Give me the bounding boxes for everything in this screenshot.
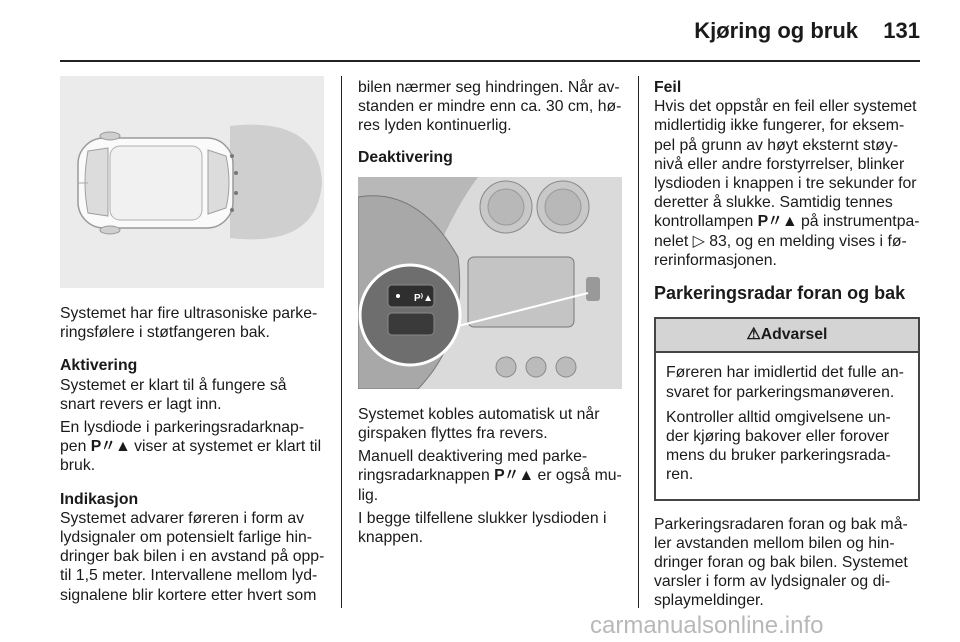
column-3 xyxy=(654,78,920,615)
fault-heading: Feil xyxy=(654,79,682,96)
page-number: 131 xyxy=(883,18,920,43)
page-header xyxy=(0,0,960,62)
led-indicator-icon xyxy=(396,294,400,298)
column-2 xyxy=(358,78,626,551)
watermark: carmanualsonline.info xyxy=(590,612,824,639)
activation-heading: Aktivering xyxy=(60,357,138,375)
warning-paragraph-2: Kontroller alltid omgivelsene un-der kjøring bakover eller forover mens du bruker parkeringsrada-ren. xyxy=(666,408,891,484)
led-paragraph-b: viser at systemet er klart til bruk. xyxy=(60,438,322,475)
fault-paragraph-b: på instrumentpa-nelet xyxy=(654,213,920,250)
auto-off-paragraph: Systemet kobles automatisk ut når girspaken flyttes fra revers. xyxy=(358,405,600,443)
page-ref-arrow-icon: ▷ xyxy=(692,232,705,250)
led-paragraph-a: En lysdiode i parkeringsradarknap-pen xyxy=(60,419,305,456)
warning-paragraph-1: Føreren har imidlertid det fulle an-svaret for parkeringsmanøveren. xyxy=(666,364,904,401)
continuation-paragraph: bilen nærmer seg hindringen. Når av-standen er mindre enn ca. 30 cm, hø-res lyden kontinuerlig. xyxy=(358,79,622,135)
header-divider xyxy=(60,60,920,62)
activation-paragraph: Systemet er klart til å fungere så snart revers er lagt inn. xyxy=(60,376,287,413)
front-rear-paragraph: Parkeringsradaren foran og bak må-ler avstanden mellom bilen og hin-dringer foran og bak bilen. Systemet varsler i form av lydsignaler og di-splaymeldinger. xyxy=(654,515,908,610)
car-sensor-illustration xyxy=(60,76,324,288)
indication-paragraph: Systemet advarer føreren i form av lydsignaler om potensielt farlige hin-dringer bak bilen i en avstand på opp-til 1,5 meter. Intervallene mellom lyd-signalene blir kortere etter hvert som xyxy=(60,509,325,604)
led-off-paragraph: I begge tilfellene slukker lysdioden i knappen. xyxy=(358,509,607,547)
column-divider-1 xyxy=(341,76,342,608)
fault-paragraph-c: 83, og en melding vises i fø-rerinformasjonen. xyxy=(654,232,907,269)
intro-paragraph: Systemet har fire ultrasoniske parke-ringsfølere i støtfangeren bak. xyxy=(60,305,318,342)
page-title: Kjøring og bruk xyxy=(694,18,858,43)
warning-header xyxy=(656,319,918,353)
manual-off-paragraph-a: Manuell deaktivering med parke-ringsradarknappen xyxy=(358,448,588,485)
park-radar-symbol-icon: P〃▲ xyxy=(494,467,534,485)
park-radar-symbol-icon: P〃▲ xyxy=(757,213,797,231)
fault-paragraph-a: Hvis det oppstår en feil eller systemet midlertidig ikke fungerer, for eksem-pel på grunn av høyt eksternt støy-nivå eller andre forstyrrelser, blinker lysdioden i knappen i tre sekunder for deretter å slukke. Samtidig tennes kontrollampen xyxy=(654,98,917,231)
svg-text:P⁾▲: P⁾▲ xyxy=(414,292,434,304)
column-1 xyxy=(60,76,326,609)
dashboard-illustration xyxy=(358,177,622,389)
warning-title: Advarsel xyxy=(760,326,828,344)
park-radar-symbol-icon: P〃▲ xyxy=(90,438,130,456)
deactivation-heading: Deaktivering xyxy=(358,148,453,166)
column-divider-2 xyxy=(638,76,639,608)
warning-triangle-icon: ⚠ xyxy=(746,326,761,344)
car-top-view-icon xyxy=(78,132,233,234)
section-title: Parkeringsradar foran og bak xyxy=(654,283,906,304)
manual-off-paragraph-b: er også mu-lig. xyxy=(358,467,622,504)
indication-heading: Indikasjon xyxy=(60,490,139,508)
warning-box xyxy=(654,317,920,500)
